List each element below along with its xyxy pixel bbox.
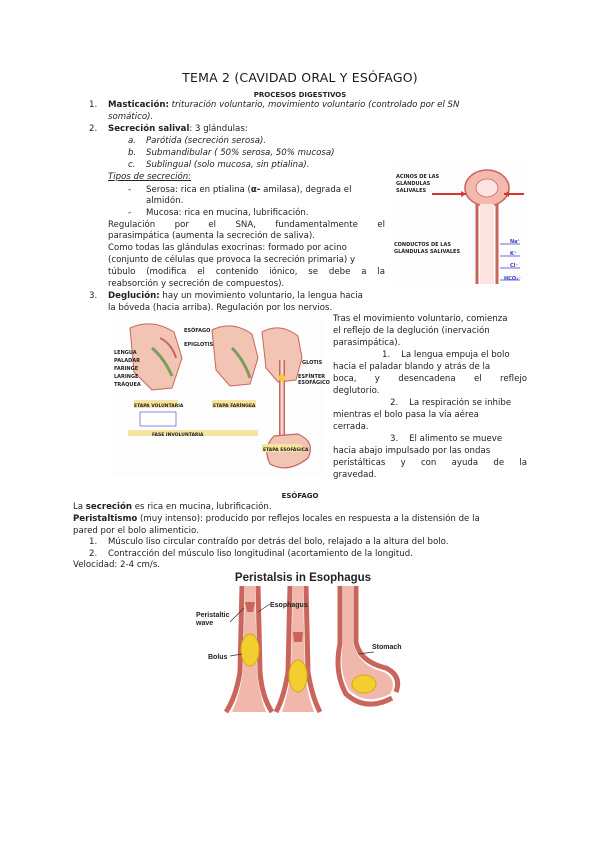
deglucion-step-3: hacia abajo impulsado por las ondas <box>333 446 491 456</box>
gland-letter: c. <box>128 160 136 170</box>
ion-label: HCO₃⁻ <box>504 276 521 282</box>
bullet-dash: - <box>128 185 132 195</box>
peristaltismo-line-cont: pared por el bolo alimenticio. <box>73 526 199 536</box>
peristalsis-figure <box>196 572 410 714</box>
deglucion-term: Deglución: <box>108 291 160 301</box>
peristaltismo-line: Peristaltismo (muy intenso): producido por reflejos locales en respuesta a la distensión de la <box>73 514 480 524</box>
stage-label: ETAPA ESOFÁGICA <box>263 448 309 453</box>
deglucion-step-3: gravedad. <box>333 470 377 480</box>
deglucion-step-1: 1. La lengua empuja el bolo <box>382 350 510 360</box>
deglucion-intro: parasimpática). <box>333 338 401 348</box>
gland-item: Parótida (secreción serosa). <box>146 136 267 146</box>
page-title: TEMA 2 (CAVIDAD ORAL Y ESÓFAGO) <box>182 70 418 85</box>
stage-label: FASE INVOLUNTARIA <box>152 433 204 438</box>
masticacion-term: Masticación: <box>108 100 169 110</box>
deglucion-intro: Tras el movimiento voluntario, comienza <box>333 314 508 324</box>
acinus-label: ACINOS DE LAS GLÁNDULAS SALIVALES <box>396 174 440 194</box>
bolus-label: Bolus <box>208 654 228 661</box>
peristalsis-step-1: Músculo liso circular contraído por detrás del bolo, relajado a la altura del bolo. <box>108 537 449 547</box>
exocrinas-line-3: túbulo (modifica el contenido iónico, se debe a la <box>108 267 385 277</box>
secrecion-salival-term: Secreción salival <box>108 124 190 134</box>
list-number-1: 1. <box>89 100 98 110</box>
serosa-line: Serosa: rica en ptialina (α- amilasa), degrada el <box>146 185 352 195</box>
deglucion-line: Deglución: hay un movimiento voluntario, la lengua hacia <box>108 291 363 301</box>
anatomy-label: GLOTIS <box>302 360 323 366</box>
deglucion-intro: el reflejo de la deglución (inervación <box>333 326 490 336</box>
deglucion-step-1: hacia el paladar blando y atrás de la <box>333 362 491 372</box>
anatomy-label: TRÁQUEA <box>114 382 141 388</box>
anatomy-label: PALADAR <box>114 358 141 364</box>
stomach-label: Stomach <box>372 644 402 651</box>
list-number: 1. <box>89 537 98 547</box>
salivary-gland-figure <box>392 166 529 288</box>
exocrinas-line-2: (conjunto de células que provoca la secreción primaria) y <box>108 255 356 265</box>
deglucion-step-1: deglutorio. <box>333 386 380 396</box>
deglucion-step-2: 2. La respiración se inhibe <box>390 398 512 408</box>
regulacion-line-1: Regulación por el SNA, fundamentalmente el <box>108 220 385 230</box>
masticacion-text-cont: somático). <box>108 112 154 122</box>
anatomy-label: EPIGLOTIS <box>184 342 214 348</box>
bullet-dash: - <box>128 208 132 218</box>
anatomy-label: ESÓFAGO <box>184 328 211 334</box>
deglucion-line-cont: la bóveda (hacia arriba). Regulación por los nervios. <box>108 303 333 313</box>
stage-label: ETAPA FARÍNGEA <box>213 404 256 409</box>
gland-item: Submandibular ( 50% serosa, 50% mucosa) <box>146 148 335 158</box>
masticacion-text: trituración voluntario, movimiento voluntario (controlado por el SN <box>168 100 460 110</box>
anatomy-label: LENGUA <box>114 350 137 356</box>
anatomy-label: ESFÍNTER ESOFÁGICO <box>298 374 330 386</box>
peristaltic-wave-label: Peristaltic wave <box>196 612 230 627</box>
esofago-secrecion-line: La secreción es rica en mucina, lubrificación. <box>73 502 272 512</box>
gland-letter: b. <box>128 148 137 158</box>
velocidad-line: Velocidad: 2-4 cm/s. <box>73 560 161 570</box>
esophagus-label: Esophagus <box>270 602 308 609</box>
ducts-label: CONDUCTOS DE LAS GLÁNDULAS SALIVALES <box>394 242 461 255</box>
gland-letter: a. <box>128 136 136 146</box>
secrecion-salival-text: : 3 glándulas: <box>189 124 248 134</box>
deglucion-step-1: boca, y desencadena el reflejo <box>333 374 527 384</box>
ion-label: Cl⁻ <box>510 263 519 269</box>
deglucion-step-3: 3. El alimento se mueve <box>390 434 503 444</box>
deglucion-step-2: cerrada. <box>333 422 369 432</box>
section-heading-esofago: ESÓFAGO <box>281 492 319 500</box>
anatomy-label: LARINGE <box>114 374 139 380</box>
anatomy-label: FARINGE <box>114 366 139 372</box>
exocrinas-line-4: reabsorción y secreción de compuestos). <box>108 279 285 289</box>
secrecion-salival-line <box>108 124 248 135</box>
stage-label: ETAPA VOLUNTARIA <box>134 404 184 409</box>
exocrinas-line-1: Como todas las glándulas exocrinas: formado por acino <box>108 243 347 253</box>
serosa-line-cont: almidón. <box>146 196 184 206</box>
list-number-2: 2. <box>89 124 98 134</box>
peristalsis-title: Peristalsis in Esophagus <box>234 572 372 584</box>
swallowing-figure <box>112 318 330 476</box>
peristalsis-step-2: Contracción del músculo liso longitudinal (acortamiento de la longitud. <box>108 549 413 559</box>
regulacion-line-2: parasimpática (aumenta la secreción de saliva). <box>108 231 315 241</box>
ion-label: K⁺ <box>510 251 517 257</box>
ion-label: Na⁺ <box>510 239 521 245</box>
deglucion-step-3: peristálticas y con ayuda de la <box>333 458 527 468</box>
gland-item: Sublingual (solo mucosa, sin ptialina). <box>146 160 310 170</box>
masticacion-line <box>108 100 459 111</box>
list-number: 2. <box>89 549 98 559</box>
tipos-secrecion-heading: Tipos de secreción: <box>108 172 192 182</box>
deglucion-step-2: mientras el bolo pasa la vía aérea <box>333 410 479 420</box>
mucosa-line: Mucosa: rica en mucina, lubrificación. <box>146 208 309 218</box>
list-number-3: 3. <box>89 291 98 301</box>
section-heading-procesos: PROCESOS DIGESTIVOS <box>253 91 347 99</box>
